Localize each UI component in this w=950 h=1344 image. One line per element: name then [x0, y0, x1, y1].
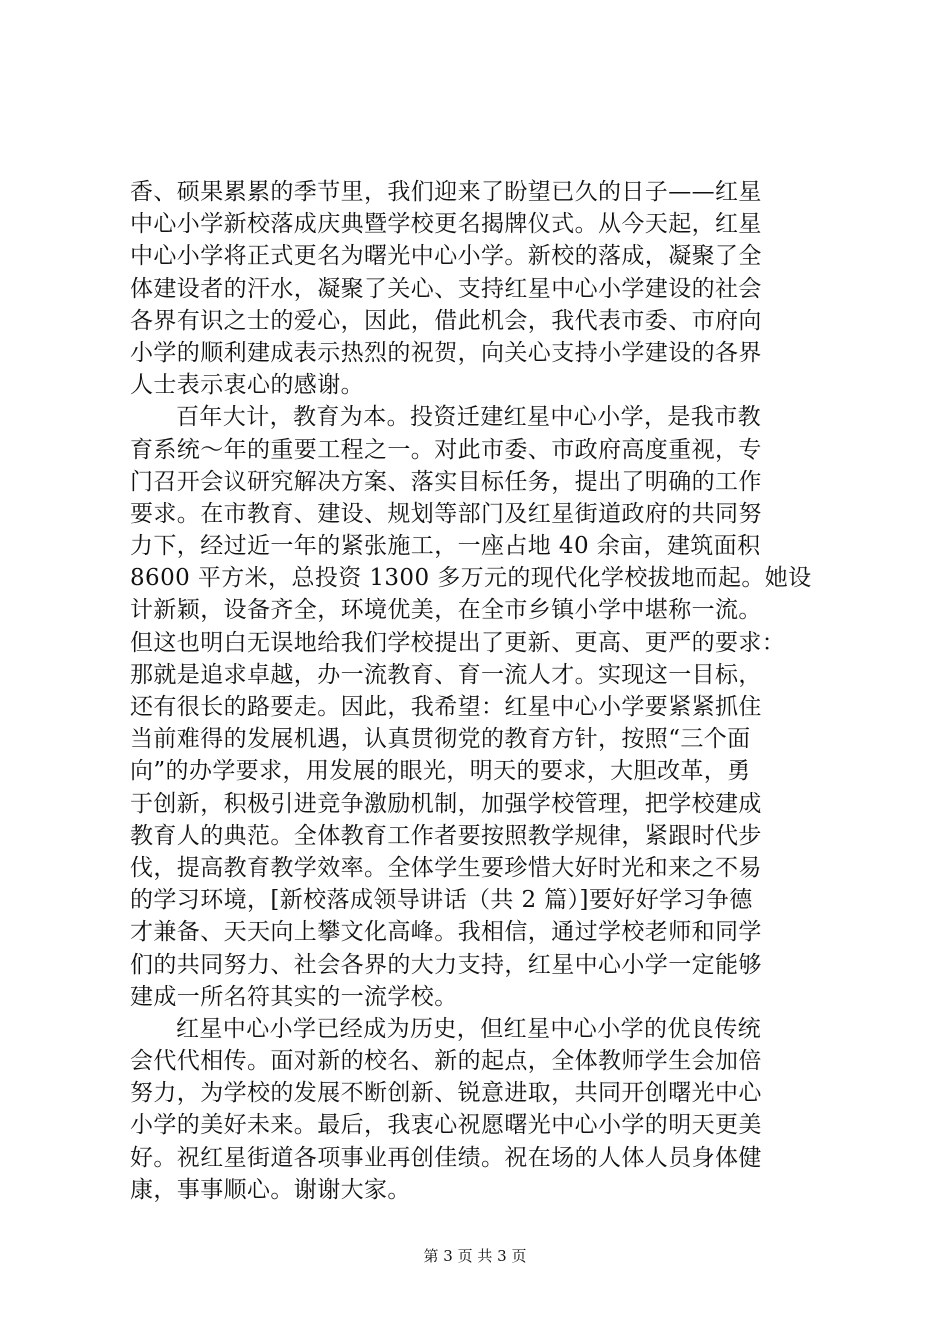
text-line: 向”的办学要求，用发展的眼光，明天的要求，大胆改革，勇 [130, 758, 751, 785]
text-line: 但这也明白无误地给我们学校提出了更新、更高、更严的要求： [130, 629, 786, 656]
paragraph [130, 401, 842, 1013]
text-line: 康，事事顺心。谢谢大家。 [130, 1176, 411, 1203]
text-line: 教育人的典范。全体教育工作者要按照教学规律，紧跟时代步 [130, 822, 762, 849]
paragraph [130, 1013, 842, 1206]
text-line: 门召开会议研究解决方案、落实目标任务，提出了明确的工作 [130, 468, 762, 495]
text-line: 中心小学新校落成庆典暨学校更名揭牌仪式。从今天起，红星 [130, 211, 762, 238]
text-line: 香、硕果累累的季节里，我们迎来了盼望已久的日子——红星 [130, 179, 762, 205]
text-line: 伐，提高教育教学效率。全体学生要珍惜大好时光和来之不易 [130, 854, 762, 881]
body-text [130, 176, 842, 1206]
text-line: 会代代相传。面对新的校名、新的起点，全体教师学生会加倍 [130, 1048, 762, 1075]
paragraph [130, 176, 842, 401]
text-line: 8600 平方米，总投资 1300 多万元的现代化学校拔地而起。她设 [130, 565, 812, 592]
text-line: 计新颖，设备齐全，环境优美，在全市乡镇小学中堪称一流。 [130, 597, 762, 624]
text-line: 的学习环境，[新校落成领导讲话（共 2 篇）]要好好学习争德 [130, 887, 753, 914]
text-line: 各界有识之士的爱心，因此，借此机会，我代表市委、市府向 [130, 307, 762, 334]
text-line: 们的共同努力、社会各界的大力支持，红星中心小学一定能够 [130, 951, 762, 978]
text-line: 中心小学将正式更名为曙光中心小学。新校的落成，凝聚了全 [130, 243, 762, 270]
text-line: 于创新，积极引进竞争激励机制，加强学校管理，把学校建成 [130, 790, 762, 817]
text-line: 还有很长的路要走。因此，我希望：红星中心小学要紧紧抓住 [130, 694, 762, 720]
text-line: 努力，为学校的发展不断创新、锐意进取，共同开创曙光中心 [130, 1080, 762, 1107]
text-line: 好。祝红星街道各项事业再创佳绩。祝在场的人体人员身体健 [130, 1144, 762, 1171]
text-line: 体建设者的汗水，凝聚了关心、支持红星中心小学建设的社会 [130, 275, 762, 302]
text-line: 红星中心小学已经成为历史，但红星中心小学的优良传统 [176, 1015, 761, 1042]
text-line: 建成一所名符其实的一流学校。 [130, 983, 458, 1010]
text-line: 力下，经过近一年的紧张施工，一座占地 40 余亩，建筑面积 [130, 533, 761, 560]
page-footer: 第 3 页 共 3 页 [423, 1247, 527, 1265]
text-line: 小学的顺利建成表示热烈的祝贺，向关心支持小学建设的各界 [130, 339, 762, 366]
text-line: 人士表示衷心的感谢。 [130, 372, 364, 399]
text-line: 要求。在市教育、建设、规划等部门及红星街道政府的共同努 [130, 500, 762, 527]
text-line: 小学的美好未来。最后，我衷心祝愿曙光中心小学的明天更美 [130, 1112, 762, 1139]
text-line: 才兼备、天天向上攀文化高峰。我相信，通过学校老师和同学 [130, 919, 762, 946]
text-line: 那就是追求卓越，办一流教育、育一流人才。实现这一目标， [130, 661, 762, 688]
text-line: 当前难得的发展机遇，认真贯彻党的教育方针，按照“三个面 [130, 726, 751, 753]
text-line: 百年大计，教育为本。投资迁建红星中心小学，是我市教 [176, 404, 761, 431]
text-line: 育系统～年的重要工程之一。对此市委、市政府高度重视，专 [130, 436, 762, 463]
